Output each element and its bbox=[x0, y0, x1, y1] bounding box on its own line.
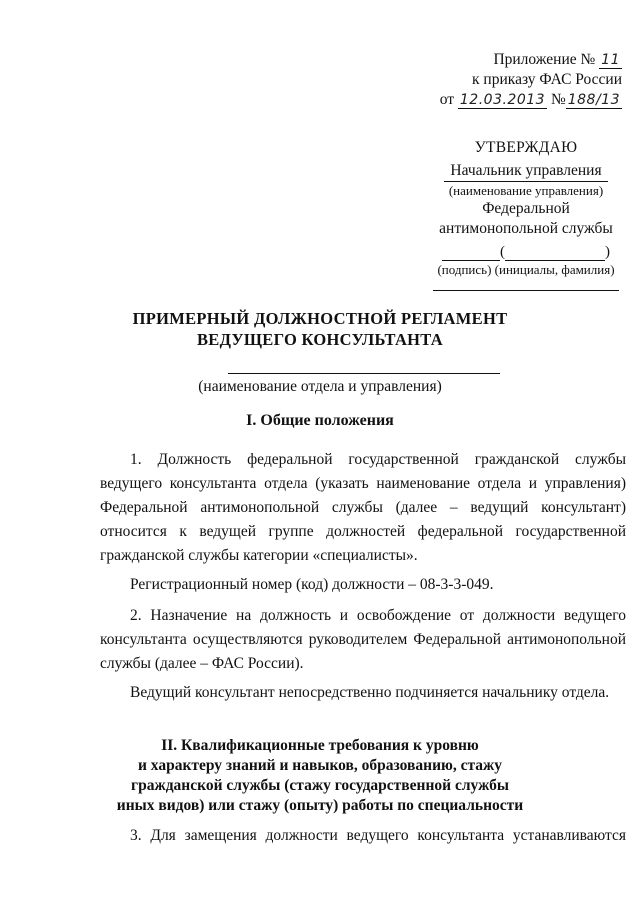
section-2-heading bbox=[0, 736, 640, 816]
appendix-date: 12.03.2013 bbox=[459, 92, 546, 108]
approval-block bbox=[426, 138, 626, 291]
section-2-heading-line1: II. Квалификационные требования к уровню bbox=[161, 737, 479, 754]
section-2-heading-line2: и характеру знаний и навыков, образованию, стажу bbox=[137, 757, 503, 774]
approval-title: УТВЕРЖДАЮ bbox=[474, 139, 578, 156]
appendix-number-line bbox=[422, 50, 622, 70]
appendix-order-line bbox=[422, 70, 622, 90]
paragraph-1 bbox=[100, 448, 626, 568]
subordination-paragraph: Ведущий консультант непосредственно подчиняется начальнику отдела. bbox=[130, 684, 610, 701]
approval-org-line2: антимонопольной службы bbox=[439, 220, 613, 237]
document-title bbox=[0, 308, 640, 350]
appendix-date-prefix: от bbox=[439, 91, 455, 108]
approval-position: Начальник управления bbox=[444, 161, 607, 182]
appendix-label: Приложение № bbox=[493, 51, 596, 68]
appendix-number: 11 bbox=[601, 52, 620, 68]
paragraph-2: 2. Назначение на должность и освобождение от должности ведущего консультанта осуществляются руководителем Федеральной антимонопольной службы (далее – ФАС России). bbox=[100, 607, 626, 672]
initials-open-paren: ( bbox=[500, 244, 505, 260]
approval-org-line1: Федеральной bbox=[482, 200, 570, 217]
paragraph-1-first-line: 1. Должность федеральной государственной гражданской службы bbox=[130, 451, 626, 468]
appendix-order-number: 188/13 bbox=[567, 92, 620, 108]
section-2-heading-line3: гражданской службы (стажу государственной службы bbox=[131, 777, 509, 794]
appendix-block bbox=[422, 50, 622, 110]
department-fill-line bbox=[228, 373, 500, 374]
date-rule bbox=[433, 290, 619, 291]
signature-line bbox=[426, 243, 626, 261]
appendix-no-sign: № bbox=[550, 91, 566, 108]
section-1-heading: I. Общие положения bbox=[246, 412, 394, 429]
section-2-heading-line4: иных видов) или стажу (опыту) работы по специальности bbox=[116, 797, 524, 814]
initials-close-paren: ) bbox=[605, 244, 610, 260]
registration-number: Регистрационный номер (код) должности – 08-3-3-049. bbox=[130, 576, 494, 593]
document-title-line1: ПРИМЕРНЫЙ ДОЛЖНОСТНОЙ РЕГЛАМЕНТ bbox=[132, 309, 508, 328]
signature-caption: (подпись) (инициалы, фамилия) bbox=[437, 262, 615, 277]
appendix-date-line bbox=[422, 90, 622, 110]
appendix-order-text: к приказу ФАС России bbox=[472, 71, 622, 88]
approval-position-caption: (наименование управления) bbox=[448, 183, 604, 198]
paragraph-3: 3. Для замещения должности ведущего консультанта устанавливаются bbox=[130, 827, 626, 844]
document-title-line2: ВЕДУЩЕГО КОНСУЛЬТАНТА bbox=[197, 330, 443, 349]
department-caption: (наименование отдела и управления) bbox=[198, 378, 442, 395]
paragraph-1-continuation: ведущего консультанта отдела (указать наименование отдела и управления) Федеральной антимонопольной службы (далее – ведущий консультант) относится к ведущей группе должностей федеральной государственной гражданской службы категории «специалисты». bbox=[100, 475, 626, 564]
